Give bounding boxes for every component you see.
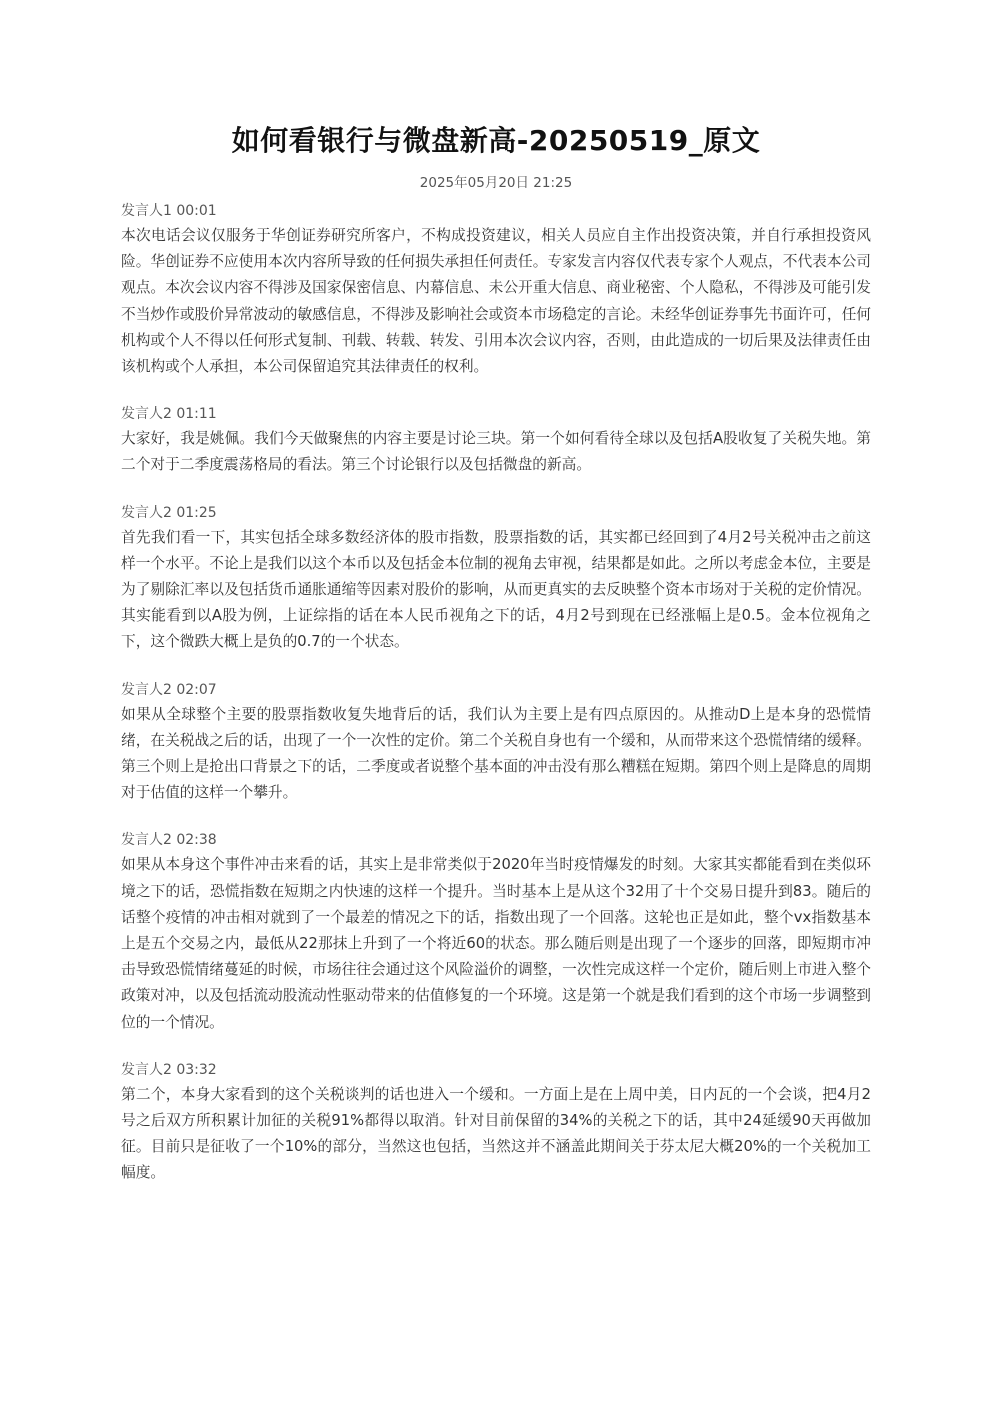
transcript-segment — [121, 501, 871, 656]
speaker-timestamp: 发言人2 02:38 — [121, 832, 217, 849]
document-date: 2025年05月20日 21:25 — [419, 175, 573, 191]
speaker-timestamp: 发言人1 00:01 — [121, 203, 217, 219]
segment-text: 如果从全球整个主要的股票指数收复失地背后的话，我们认为主要上是有四点原因的。从推动D上是本身的恐慌情绪，在关税战之后的话，出现了一个一次性的定价。第二个关税自身也有一个缓和，从而带来这个恐慌情绪的缓释。第三个则上是抢出口背景之下的话，二季度或者说整个基本面的冲击没有那么糟糕在短期。第四个则上是降息的周期对于估值的这样一个攀升。 — [121, 705, 871, 802]
speaker-timestamp: 发言人2 03:32 — [121, 1061, 217, 1078]
transcript-body — [121, 199, 871, 1209]
transcript-segment — [121, 678, 871, 807]
segment-text: 第二个，本身大家看到的这个关税谈判的话也进入一个缓和。一方面上是在上周中美，日内瓦的一个会谈，把4月2号之后双方所积累计加征的关税91%都得以取消。针对目前保留的34%的关税之下的话，其中24延缓90天再做加征。目前只是征收了一个10%的部分，当然这也包括，当然这并不涵盖此期间关于芬太尼大概20%的一个关税加工幅度。 — [121, 1085, 871, 1182]
speaker-timestamp: 发言人2 01:11 — [121, 406, 217, 423]
transcript-segment — [121, 199, 871, 380]
transcript-segment — [121, 402, 871, 478]
segment-text: 大家好，我是姚佩。我们今天做聚焦的内容主要是讨论三块。第一个如何看待全球以及包括A股收复了关税失地。第二个对于二季度震荡格局的看法。第三个讨论银行以及包括微盘的新高。 — [121, 430, 871, 474]
segment-text: 首先我们看一下，其实包括全球多数经济体的股市指数，股票指数的话，其实都已经回到了4月2号关税冲击之前这样一个水平。不论上是我们以这个本币以及包括金本位制的视角去审视，结果都是如此。之所以考虑金本位，主要是为了剔除汇率以及包括货币通胀通缩等因素对股价的影响，从而更真实的去反映整个资本市场对于关税的定价情况。其实能看到以A股为例，上证综指的话在本人民币视角之下的话，4月2号到现在已经涨幅上是0.5。金本位视角之下，这个微跌大概上是负的0.7的一个状态。 — [121, 528, 871, 651]
speaker-timestamp: 发言人2 02:07 — [121, 681, 217, 698]
speaker-timestamp: 发言人2 01:25 — [121, 504, 217, 521]
transcript-segment — [121, 1058, 871, 1187]
segment-text: 如果从本身这个事件冲击来看的话，其实上是非常类似于2020年当时疫情爆发的时刻。大家其实都能看到在类似环境之下的话，恐慌指数在短期之内快速的这样一个提升。当时基本上是从这个32用了十个交易日提升到83。随后的话整个疫情的冲击相对就到了一个最差的情况之下的话，指数出现了一个回落。这轮也正是如此，整个vx指数基本上是五个交易之内，最低从22那抹上升到了一个将近60的状态。那么随后则是出现了一个逐步的回落，即短期市冲击导致恐慌情绪蔓延的时候，市场往往会通过这个风险溢价的调整，一次性完成这样一个定价，随后则上市进入整个政策对冲，以及包括流动股流动性驱动带来的估值修复的一个环境。这是第一个就是我们看到的这个市场一步调整到位的一个情况。 — [121, 856, 871, 1031]
document-title: 如何看银行与微盘新高-20250519_原文 — [231, 124, 761, 157]
transcript-segment — [121, 828, 871, 1035]
segment-text: 本次电话会议仅服务于华创证券研究所客户，不构成投资建议，相关人员应自主作出投资决策，并自行承担投资风险。华创证券不应使用本次内容所导致的任何损失承担任何责任。专家发言内容仅代表专家个人观点，不代表本公司观点。本次会议内容不得涉及国家保密信息、内幕信息、未公开重大信息、商业秘密、个人隐私，不得涉及可能引发不当炒作或股价异常波动的敏感信息，不得涉及影响社会或资本市场稳定的言论。未经华创证券事先书面许可，任何机构或个人不得以任何形式复制、刊载、转载、转发、引用本次会议内容，否则，由此造成的一切后果及法律责任由该机构或个人承担，本公司保留追究其法律责任的权利。 — [121, 227, 871, 376]
